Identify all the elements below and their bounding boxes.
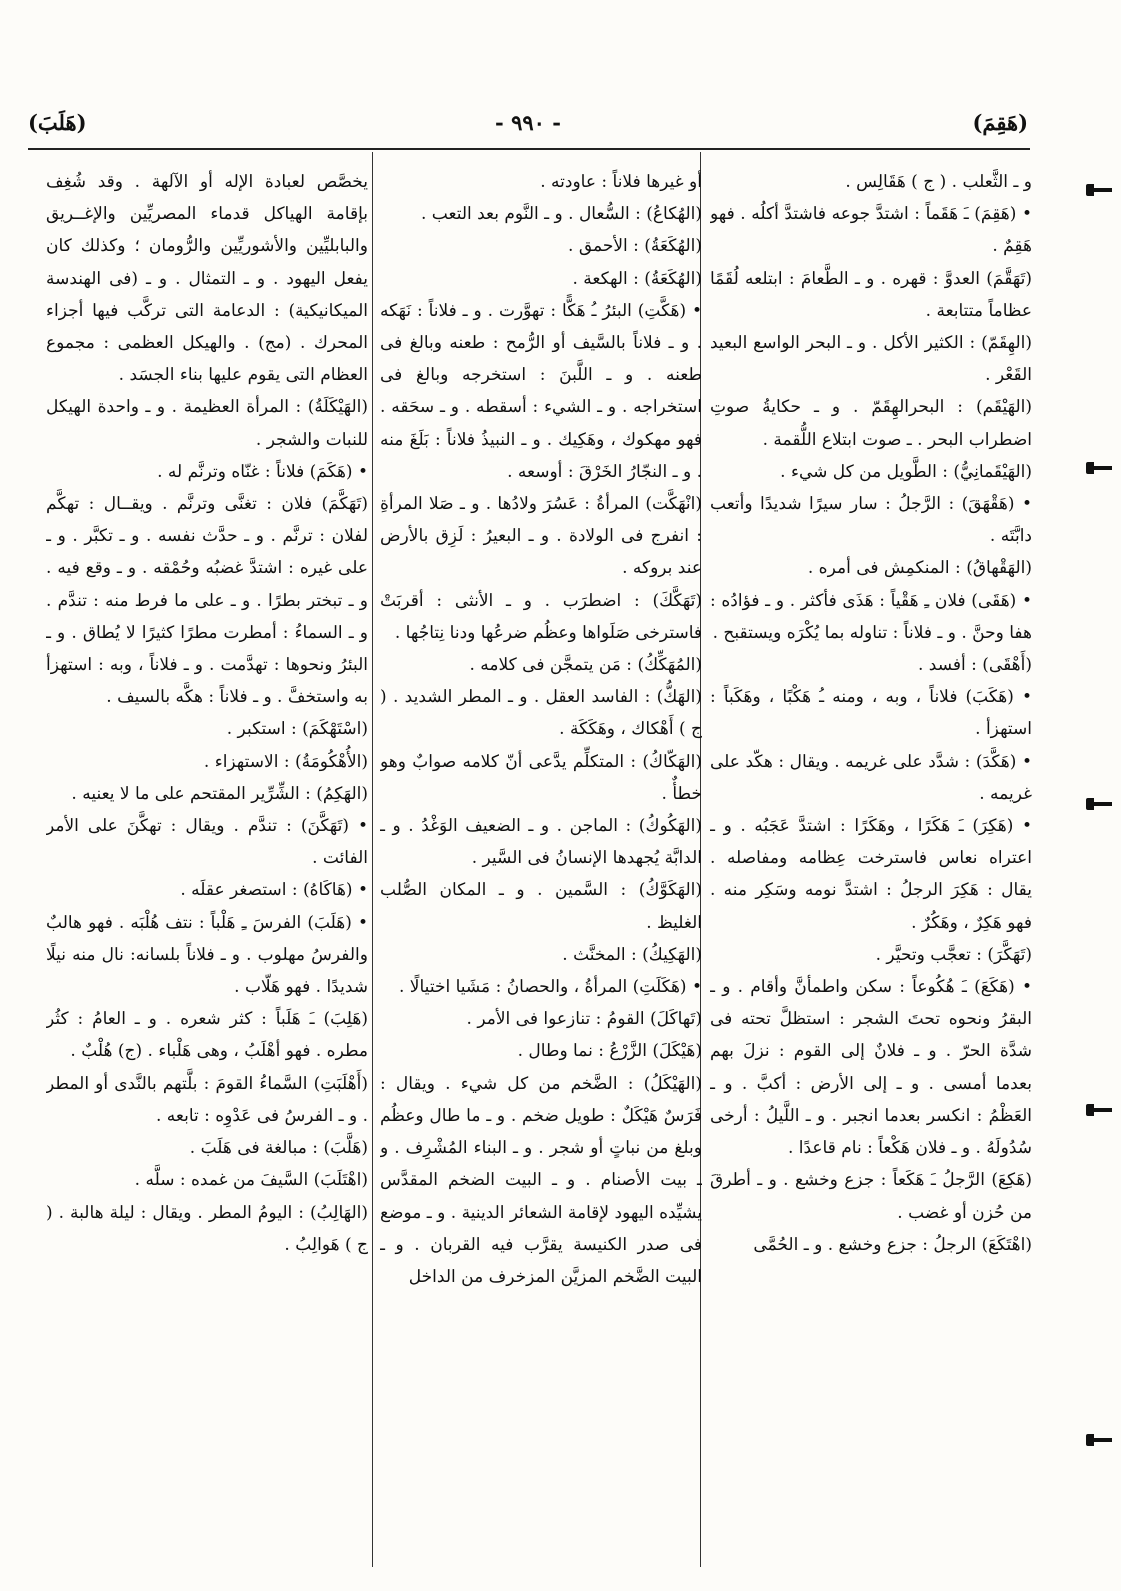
dictionary-entry: (الهُكَعَةُ) : الهكعة .: [572, 268, 702, 289]
dictionary-entry: (اسْتَهْكَمَ) : استكبر .: [226, 719, 368, 740]
dictionary-entry: (الهَالِبُ) : اليومُ المطر . ويقال : ليلة هالبة . ( ج ) هَوالِبُ .: [46, 1202, 368, 1255]
dictionary-entry: • (هَاكَاهُ) : استصغر عقلَه .: [180, 880, 368, 901]
page-header: [28, 110, 1028, 150]
dictionary-entry: (الهَيْكَلَةُ) : المرأة العظيمة . و ـ واحدة الهيكل للنبات والشجر .: [46, 397, 368, 450]
dictionary-entry: (أَهْقَى) : أفسد .: [917, 655, 1032, 676]
dictionary-entry: يخصَّص لعبادة الإله أو الآلهة . وقد شُغِف بإقامة الهياكل قدماء المصريِّين والإغــريق والبابليِّين والأشوريِّين والرُّومان ؛ وكذلك كان يفعل اليهود . و ـ التمثال . و ـ (فى الهندسة الميكانيكية) : الدعامة التى تركَّب فيها أجزاء المحرك . (مج) . والهيكل العظمى : مجموع العظام التى يقوم عليها بناء الجسَد .: [46, 172, 368, 386]
dictionary-entry: (انْهَكَّت) المرأةُ : عَسُرَ ولادُها . و ـ صَلا المرأةِ : انفرج فى الولادة . و ـ البعيرُ : لَزِق بالأرض عند بروكه .: [380, 494, 702, 579]
dictionary-entry: (تَهَكَّكَ) : اضطرَب . و ـ الأنثى : أقربَتْ فاسترخى صَلَواها وعظُم ضرعُها ودنا نِتاجُها .: [380, 590, 702, 643]
margin-tab-marker: [1090, 1438, 1112, 1442]
dictionary-entry: (الهُكَعَةُ) : الأحمق .: [568, 236, 702, 257]
dictionary-entry: • (هَكَعَ) ـَ هُكُوعاً : سكن واطمأنَّ وأقام . و ـ البقرُ ونحوه تحتَ الشجر : استظلَّ تحته فى شدَّة الحرّ . و ـ فلانٌ إلى القوم : نزلَ بهم بعدما أمسى . و ـ إلى الأرض : أكبَّ . و ـ العَظْمُ : انكسر بعدما انجبر . و ـ اللَّيلُ : أرخى سُدُولَهُ . و ـ فلان هَكْعاً : نام قاعدًا .: [710, 977, 1032, 1159]
dictionary-entry: • (هَكَلَتِ) المرأةُ ، والحصانُ : مَشَيا اختيالًا .: [399, 977, 702, 998]
dictionary-entry: (اهْتَلَبَ) السَّيفَ من غمده : سلَّه .: [134, 1170, 368, 1191]
margin-tab-marker: [1090, 802, 1112, 806]
dictionary-entry: (اهْتَكَعَ) الرجلُ : جزع وخشع . و ـ الحُمَّى: [753, 1234, 1032, 1255]
column-middle: [380, 166, 702, 1561]
dictionary-entry: • (هَقِمَ) ـَ هَقَماً : اشتدَّ جوعه فاشتدَّ أكلُه . فهو هَقِمٌ .: [710, 204, 1032, 257]
dictionary-entry: و ـ الثَّعلب . ( ج ) هَقَالِس .: [845, 172, 1032, 192]
dictionary-entry: (الهَيْكَلُ) : الضَّخم من كل شيء . ويقال : فَرَسٌ هَيْكَلٌ : طويل ضخم . و ـ ما طال وعظُم وبلغ من نباتٍ أو شجر . و ـ البناء المُشْرِف . و ـ بيت الأصنام . و ـ البيت الضخم المقدَّس يشيِّده اليهود لإقامة الشعائر الدينية . و ـ موضع فى صدر الكنيسة يقرَّب فيه القربان . و ـ البيت الضَّخم المزيَّن المزخرف من الداخل: [380, 1073, 702, 1287]
dictionary-entry: • (هَكَّدَ) : شدَّد على غريمه . ويقال : هكّد على غريمه .: [710, 751, 1032, 804]
dictionary-entry: (أَهْلَبَتِ) السَّماءُ القومَ : بلَّتهم بالنَّدى أو المطر . و ـ الفرسُ فى عَدْوِه : تابعه .: [46, 1073, 368, 1126]
dictionary-entry: • (هَقَى) فلان ـِ هَقْياً : هَذَى فأكثر . و ـ فؤادُه : هفا وحنَّ . و ـ فلاناً : تناوله بما يُكْرَه ويستقبح .: [710, 590, 1032, 643]
dictionary-entry: • (هَكَمَ) فلاناً : غنّاه وترنَّم له .: [157, 461, 368, 482]
dictionary-entry: (المُهَكِّكُ) : مَن يتمجَّن فى كلامه .: [469, 655, 702, 676]
dictionary-entry: (الهِقَمّ) : الكثير الأكل . و ـ البحر الواسع البعيد القَعْر .: [710, 333, 1032, 386]
dictionary-entry: (الهَكُوكُ) : الماجن . و ـ الضعيف الوَغْدُ . و ـ الدابَّة يُجهدها الإنسانُ فى السَّير .: [380, 816, 702, 869]
dictionary-entry: (الهَكّاكُ) : المتكلِّم يدَّعى أنّ كلامه صوابٌ وهو خطأٌ .: [380, 751, 702, 804]
dictionary-entry: (الهُكاعُ) : السُّعال . و ـ النَّوم بعد التعب .: [421, 204, 702, 225]
dictionary-entry: (تَهاكَلَ) القومُ : تنازعوا فى الأمر .: [466, 1009, 702, 1030]
header-rule: [28, 148, 1030, 150]
margin-tab-marker: [1090, 1108, 1112, 1112]
margin-tab-marker: [1090, 188, 1112, 192]
dictionary-entry: • (تَهَكَّنَ) : تندَّم . ويقال : تهكَّنَ على الأمر الفائت .: [46, 816, 368, 869]
dictionary-entry: أو غيرها فلاناً : عاودته .: [540, 172, 702, 192]
dictionary-entry: (هَلِبَ) ـَ هَلَباً : كثر شعره . و ـ العامُ : كثُر مطره . فهو أهْلَبُ ، وهى هَلْباء . (ج) هُلْبٌ .: [46, 1009, 368, 1062]
dictionary-entry: (الهَيْقَمانِيُّ) : الطَّويل من كل شيء .: [780, 461, 1032, 482]
dictionary-entry: • (هَقْهَقَ) : الرَّجلُ : سار سيرًا شديدًا وأتعب دابَّتَه .: [710, 494, 1032, 547]
dictionary-entry: • (هَكَبَ) فلاناً ، وبه ، ومنه ـُ هَكْبًا ، وهَكَباً : استهزأ .: [710, 687, 1032, 740]
column-right: [710, 166, 1032, 1561]
dictionary-entry: • (هَكِرَ) ـَ هَكَرًا ، وهَكَرًا : اشتدَّ عَجَبُه . و ـ اعتراه نعاس فاسترخت عِظامه ومفاصله . يقال : هَكِرَ الرجلُ : اشتدَّ نومه وسَكِر منه . فهو هَكِرٌ ، وهَكُرٌ .: [710, 816, 1032, 933]
dictionary-entry: • (هَكَّتِ) البئرُ ـُ هَكًّا : تهوَّرت . و ـ فلاناً : نَهَكه . و ـ فلاناً بالسَّيف أو الرُّمح : طعنه وبالغ فى طعنه . و ـ اللَّبنَ : استخرجه وبالغ فى استخراجه . و ـ الشيء : أسقطه . و ـ سحَقه . فهو مهكوك ، وهَكِيك . و ـ النبيذُ فلاناً : بَلَغَ منه . و ـ النجّارُ الخَرْقَ : أوسعه .: [380, 300, 702, 482]
dictionary-entry: (الهَكِيكُ) : المخنَّث .: [562, 944, 702, 965]
dictionary-entry: (هَكِعَ) الرَّجلُ ـَ هَكَعاً : جزع وخشع . و ـ أطرقَ من حُزن أو غضب .: [710, 1170, 1032, 1223]
page-number: - ٩٩٠ -: [495, 110, 561, 135]
dictionary-entry: (هَيْكَلَ) الزَّرْعُ : نما وطال .: [517, 1041, 702, 1062]
dictionary-entry: (تَهَقَّمَ) العدوَّ : قهره . و ـ الطَّعامَ : ابتلعه لُقَمًا عظاماً متتابعة .: [710, 268, 1032, 321]
dictionary-entry: (الهَكِمُ) : الشِّرِّير المقتحم على ما لا يعنيه .: [71, 783, 368, 804]
dictionary-entry: (الهَكُّ) : الفاسد العقل . و ـ المطر الشديد . ( ج ) أَهْكاك ، وهَكَكَة .: [380, 687, 702, 740]
dictionary-entry: • (هَلَبَ) الفرسَ ـِ هَلْباً : نتف هُلْبَه . فهو هالبٌ والفرسُ مهلوب . و ـ فلاناً بلسانه: نال منه نيلًا شديدًا . فهو هَلّاب .: [46, 912, 368, 998]
margin-tab-marker: [1090, 466, 1112, 470]
dictionary-entry: (هَلَّبَ) : مبالغة فى هَلَبَ .: [189, 1138, 368, 1159]
column-divider: [372, 152, 373, 1567]
dictionary-entry: (تَهَكَّمَ) فلان : تغنَّى وترنَّم . ويقــال : تهكَّم لفلان : ترنَّم . و ـ حدَّث نفسه . و ـ تكبَّر . و ـ على غيره : اشتدَّ غضبُه وحُمْقه . و ـ وقع فيه . و ـ تبختر بطرًا . و ـ على ما فرط منه : تندَّم . و ـ السماءُ : أمطرت مطرًا كثيرًا لا يُطاق . و ـ البئرُ ونحوها : تهدَّمت . و ـ فلاناً ، وبه : استهزأ به واستخفَّ . و ـ فلاناً : هكَّه بالسيف .: [46, 494, 368, 708]
dictionary-entry: (تَهَكَّرَ) : تعجَّب وتحيَّر .: [875, 944, 1032, 965]
dictionary-entry: (الهَكَوَّكُ) : السَّمين . و ـ المكان الصُّلب الغليظ .: [380, 880, 702, 933]
column-left: [46, 166, 368, 1561]
dictionary-entry: (الأُهْكُومَةُ) : الاستهزاء .: [203, 751, 368, 772]
dictionary-entry: (الهَيْقَم) : البحرالهِقَمّ . و ـ حكايةُ صوتِ اضطراب البحر . ـ صوت ابتلاع اللُّقمة .: [710, 397, 1032, 450]
guide-word-first: (هَقِمَ): [972, 110, 1028, 135]
dictionary-entry: (الهَقْهاقُ) : المنكمِش فى أمره .: [807, 558, 1032, 579]
guide-word-last: (هَلَبَ): [28, 110, 87, 135]
